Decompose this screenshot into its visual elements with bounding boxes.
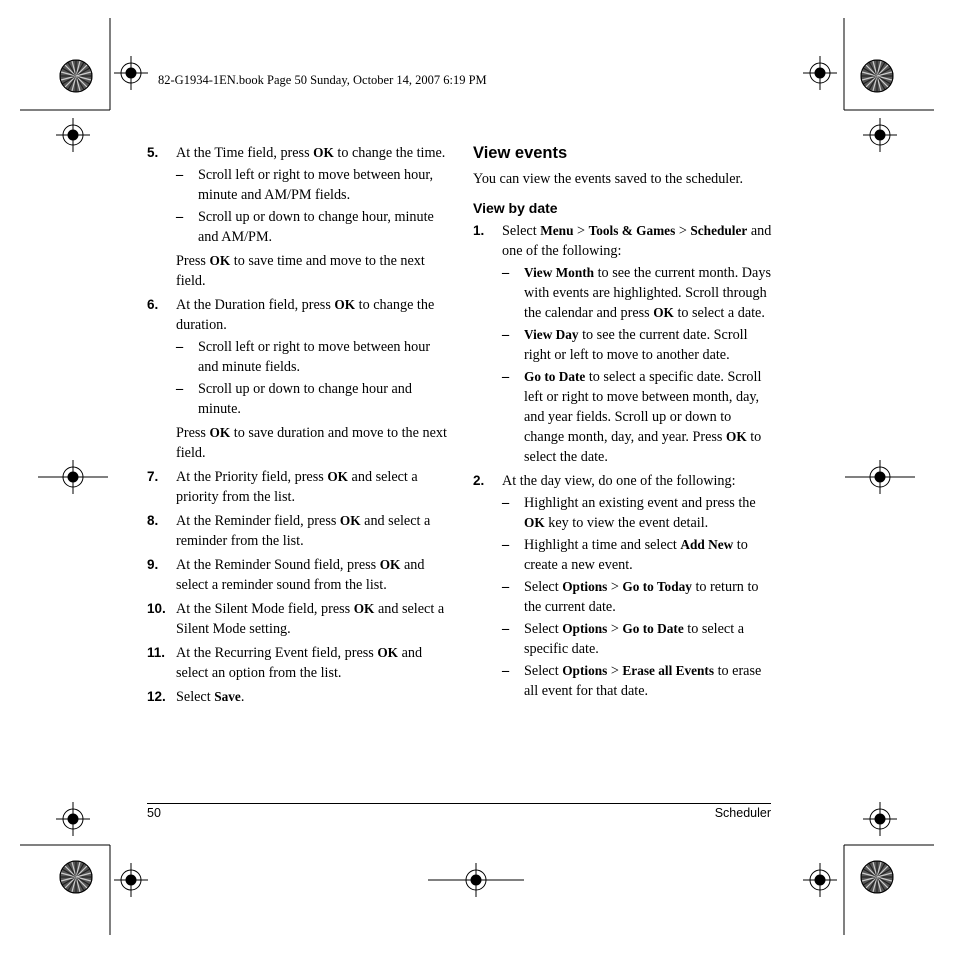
star-target-mark [60,60,92,92]
key-label: Save [214,689,241,704]
text-run: Scroll left or right to move between hour, minute and AM/PM fields. [198,167,434,203]
step-item [147,295,447,463]
text-run: > [675,223,691,239]
text-run: At the Priority field, press [176,469,328,485]
dash-bullet: – [176,339,184,355]
sub-text [198,379,447,419]
step-number: 8. [147,513,159,528]
sub-item [502,367,773,467]
text-run: to return to the current date. [524,579,759,615]
step-number: 9. [147,557,159,572]
text-run: > [607,579,623,595]
text-run: Scroll up or down to change hour, minute and AM/PM. [198,209,434,245]
dash-bullet: – [502,495,510,511]
step-text [176,511,447,551]
step-number: 5. [147,145,159,160]
step-number: 10. [147,601,166,616]
sub-item [176,379,447,419]
text-run: and select a reminder sound from the list. [176,557,425,593]
text-run: Highlight a time and select [524,537,681,553]
key-label: OK [379,557,401,572]
step-item [147,467,447,507]
text-run: Press [176,425,210,441]
text-run: and one of the following: [502,223,772,259]
step-number: 2. [473,473,485,488]
step-text [502,221,773,261]
sub-text [198,165,447,205]
step-number: 6. [147,297,159,312]
dash-bullet: – [502,369,510,385]
key-label: Go to Date [524,369,586,384]
dash-bullet: – [176,209,184,225]
key-label: View Month [524,265,595,280]
text-run: to select a specific date. [524,621,744,657]
key-label: Go to Today [622,579,692,594]
step-item [147,555,447,595]
book-slug-line: 82-G1934-1EN.book Page 50 Sunday, October 14, 2007 6:19 PM [158,73,487,87]
sub-text [524,325,773,365]
key-label: OK [524,515,545,530]
star-target-mark [861,60,893,92]
text-run: to save time and move to the next field. [176,253,425,289]
key-label: View Day [524,327,579,342]
text-run: to create a new event. [524,537,748,573]
text-run: key to view the event detail. [544,515,709,531]
registration-mark [863,118,897,152]
key-label: Erase all Events [622,663,715,678]
sub-text [524,535,773,575]
dash-bullet: – [502,265,510,281]
step-item [473,221,773,467]
step-item [147,643,447,683]
key-label: OK [725,429,747,444]
sub-item [502,263,773,323]
key-label: Go to Date [622,621,684,636]
step-note [176,423,447,463]
text-run: to select a date. [673,305,765,321]
step-text [176,643,447,683]
text-run: Press [176,253,210,269]
right-steps [473,221,773,701]
text-run: > [607,621,623,637]
key-label: Options [562,579,608,594]
step-number: 7. [147,469,159,484]
right-column [473,143,773,705]
step-item [473,471,773,701]
key-label: OK [377,645,399,660]
text-run: At the Reminder Sound field, press [176,557,380,573]
registration-mark [56,802,90,836]
footer-section-name: Scheduler [714,806,771,820]
text-run: > [607,663,623,679]
key-label: Options [562,663,608,678]
step-number: 1. [473,223,485,238]
text-run: . [240,689,245,705]
registration-mark [803,56,837,90]
text-run: Select [524,621,563,637]
sub-item [502,661,773,701]
text-run: to save duration and move to the next field. [176,425,447,461]
text-run: Select [524,579,563,595]
key-label: OK [653,305,674,320]
sub-text [524,367,773,467]
step-text [176,687,447,707]
dash-bullet: – [176,381,184,397]
sub-text [198,207,447,247]
key-label: Menu [540,223,574,238]
registration-mark [56,118,90,152]
registration-mark [114,863,148,897]
registration-mark [114,56,148,90]
key-label: OK [339,513,361,528]
sub-text [524,661,773,701]
text-run: Scroll up or down to change hour and minute. [198,381,412,417]
dash-bullet: – [502,537,510,553]
text-run: and select a Silent Mode setting. [176,601,445,637]
step-text [176,467,447,507]
dash-bullet: – [502,663,510,679]
text-run: and select a reminder from the list. [176,513,431,549]
registration-mark [863,802,897,836]
step-item [147,599,447,639]
text-run: Highlight an existing event and press the [524,495,756,511]
text-run: and select a priority from the list. [176,469,418,505]
footer-rule [147,803,771,804]
text-run: Select [524,663,563,679]
text-run: Scroll left or right to move between hour and minute fields. [198,339,431,375]
text-run: and select an option from the list. [176,645,423,681]
star-target-mark [60,861,92,893]
key-label: Scheduler [690,223,748,238]
sub-text [524,577,773,617]
key-label: Options [562,621,608,636]
text-run: to change the time. [333,145,446,161]
text-run: to select the date. [524,429,762,465]
key-label: OK [209,253,231,268]
key-label: OK [209,425,231,440]
sub-text [524,619,773,659]
text-run: At the Reminder field, press [176,513,340,529]
text-run: At the Silent Mode field, press [176,601,354,617]
step-number: 11. [147,645,166,660]
key-label: OK [334,297,356,312]
text-run: At the day view, do one of the following: [502,473,736,489]
text-run: At the Time field, press [176,145,314,161]
key-label: Tools & Games [588,223,676,238]
sub-item [176,207,447,247]
sub-item [502,325,773,365]
key-label: OK [327,469,348,484]
step-text [502,471,773,491]
step-item [147,687,447,707]
step-text [176,295,447,335]
key-label: OK [313,145,334,160]
step-text [176,599,447,639]
dash-bullet: – [502,621,510,637]
text-run: At the Duration field, press [176,297,335,313]
section-heading: View events [473,144,568,162]
registration-mark [803,863,837,897]
text-run: to select a specific date. Scroll left or right to move between month, day, and year fields. Scroll up or down to change month, day, and year. Press [524,369,762,445]
step-item [147,511,447,551]
dash-bullet: – [502,327,510,343]
page-number: 50 [147,806,161,820]
sub-item [502,535,773,575]
dash-bullet: – [502,579,510,595]
section-intro: You can view the events saved to the scheduler. [473,171,744,187]
step-text [176,143,447,163]
step-note [176,251,447,291]
text-run: to see the current month. Days with events are highlighted. Scroll through the calendar and press [524,265,771,321]
text-run: to change the duration. [176,297,435,333]
subsection-heading: View by date [473,200,558,216]
sub-item [176,337,447,377]
sub-text [524,493,773,533]
key-label: OK [353,601,375,616]
step-item [147,143,447,291]
text-run: to see the current date. Scroll right or left to move to another date. [524,327,748,363]
sub-item [502,493,773,533]
sub-text [524,263,773,323]
sub-item [502,577,773,617]
text-run: Select [176,689,215,705]
sub-item [502,619,773,659]
step-text [176,555,447,595]
key-label: Add New [680,537,734,552]
step-number: 12. [147,689,166,704]
text-run: Select [502,223,541,239]
text-run: > [573,223,589,239]
sub-text [198,337,447,377]
dash-bullet: – [176,167,184,183]
left-column [147,143,447,711]
text-run: At the Recurring Event field, press [176,645,378,661]
star-target-mark [861,861,893,893]
text-run: to erase all event for that date. [524,663,762,699]
sub-item [176,165,447,205]
